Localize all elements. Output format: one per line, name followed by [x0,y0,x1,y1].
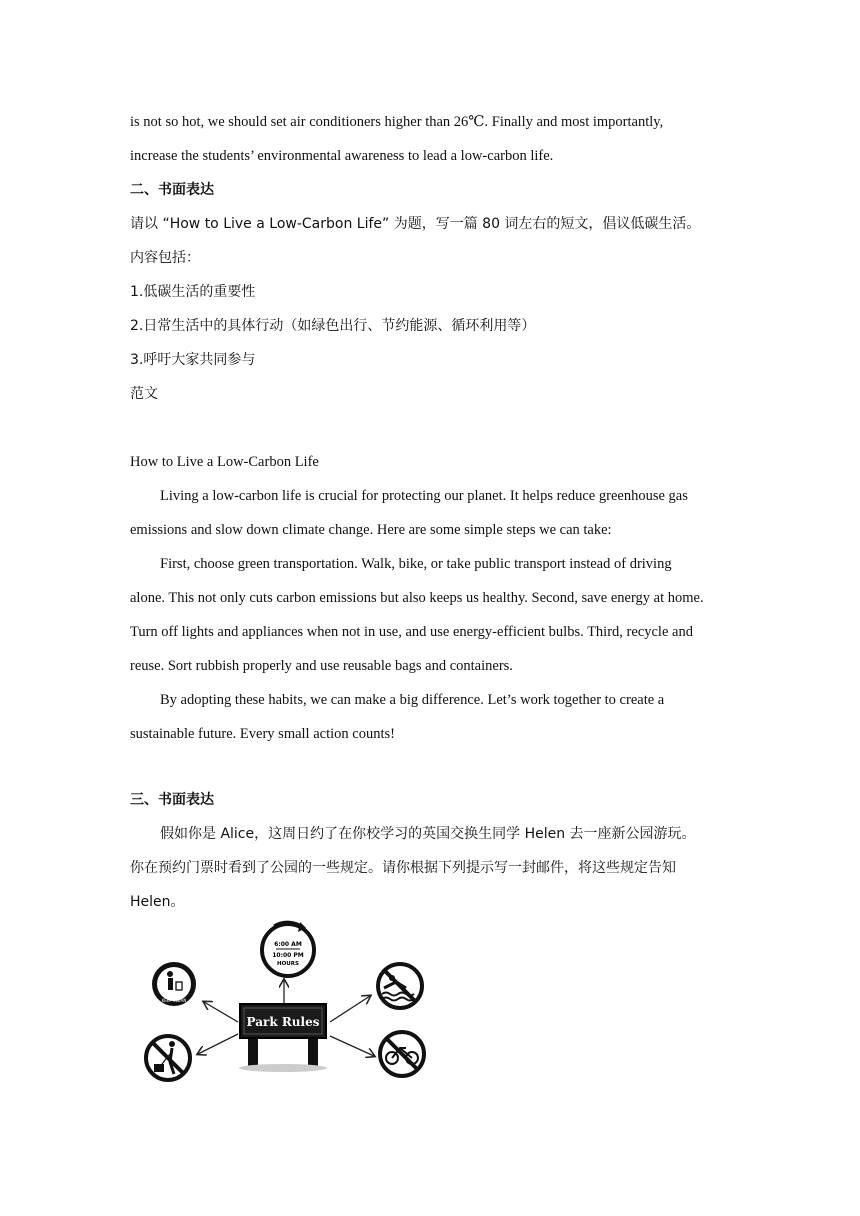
no-swimming-icon [378,964,422,1008]
essay-p2-line-3: Turn off lights and appliances when not in use, and use energy-efficient bulbs. Third, recycle and [130,624,693,640]
essay-p1-line-1: Living a low-carbon life is crucial for protecting our planet. It helps reduce greenhouse gas [160,488,688,504]
park-rules-figure [134,918,434,1090]
prev-section-line-1: is not so hot, we should set air conditioners higher than 26℃. Finally and most importantly, [130,114,664,130]
section2-prompt-line-1: 请以 “How to Live a Low-Carbon Life” 为题，写一篇 80 词左右的短文，倡议低碳生活。 [130,216,701,232]
essay-p1-line-2: emissions and slow down climate change. Here are some simple steps we can take: [130,522,612,538]
section3-heading: 三、书面表达 [130,792,214,808]
section2-heading: 二、书面表达 [130,182,214,198]
no-dogs-icon [146,1036,190,1080]
section2-prompt-line-2: 内容包括： [130,250,200,266]
essay-p2-line-4: reuse. Sort rubbish properly and use reusable bags and containers. [130,658,513,674]
clock-line-2: 10:00 PM [272,952,304,959]
opening-hours-icon [262,922,314,976]
essay-p3-line-1: By adopting these habits, we can make a big difference. Let’s work together to create a [160,692,665,708]
essay-p2-line-2: alone. This not only cuts carbon emissions but also keeps us healthy. Second, save energy at home. [130,590,704,606]
section2-point-1: 1.低碳生活的重要性 [130,284,256,300]
park-rules-sign [239,1004,327,1072]
keep-clean-icon [152,962,196,1006]
essay-p3-line-2: sustainable future. Every small action counts! [130,726,395,742]
essay-p2-line-1: First, choose green transportation. Walk, bike, or take public transport instead of driving [160,556,672,572]
section3-prompt-line-1: 假如你是 Alice，这周日约了在你校学习的英国交换生同学 Helen 去一座新公园游玩。 [160,826,696,842]
clock-line-3: HOURS [277,961,299,967]
section2-point-3: 3.呼吁大家共同参与 [130,352,256,368]
no-bikes-icon [380,1032,424,1076]
keep-clean-text: KEEP CLEAN [161,998,187,1003]
prev-section-line-2: increase the students’ environmental awareness to lead a low-carbon life. [130,148,554,164]
clock-line-1: 6:00 AM [274,941,302,948]
essay-title: How to Live a Low-Carbon Life [130,454,319,470]
sign-text: Park Rules [246,1015,320,1029]
sample-label: 范文 [130,386,158,402]
section3-prompt-line-3: Helen。 [130,894,185,910]
section3-prompt-line-2: 你在预约门票时看到了公园的一些规定。请你根据下列提示写一封邮件，将这些规定告知 [130,860,676,876]
section2-point-2: 2.日常生活中的具体行动（如绿色出行、节约能源、循环利用等） [130,318,536,334]
